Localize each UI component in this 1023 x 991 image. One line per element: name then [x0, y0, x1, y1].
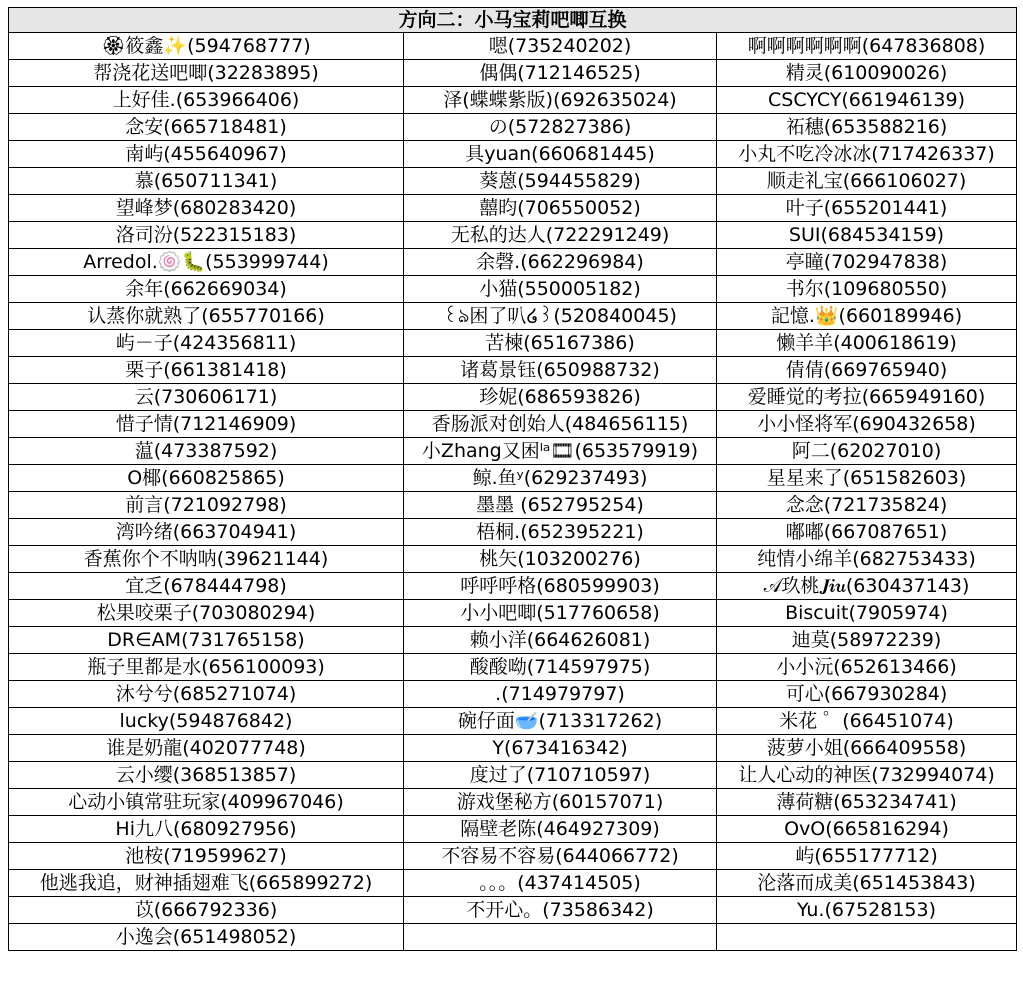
table-cell[interactable]: SUI(684534159) [717, 222, 1017, 249]
table-cell[interactable]: 沐兮兮(685271074) [9, 681, 404, 708]
table-cell[interactable]: 不容易不容易(644066772) [404, 843, 717, 870]
table-cell[interactable]: 慕(650711341) [9, 168, 404, 195]
table-cell[interactable]: 葵蒽(594455829) [404, 168, 717, 195]
table-cell[interactable]: の(572827386) [404, 114, 717, 141]
table-cell[interactable]: 梧桐.(652395221) [404, 519, 717, 546]
table-cell[interactable]: 上好佳.(653966406) [9, 87, 404, 114]
table-cell[interactable]: 亭瞳(702947838) [717, 249, 1017, 276]
table-cell[interactable]: 呼呼呼格(680599903) [404, 573, 717, 600]
table-cell[interactable]: 赖小洋(664626081) [404, 627, 717, 654]
table-cell[interactable]: 洛司汾(522315183) [9, 222, 404, 249]
table-cell[interactable] [404, 924, 717, 951]
table-cell[interactable]: 偶偶(712146525) [404, 60, 717, 87]
table-cell[interactable]: 让人心动的神医(732994074) [717, 762, 1017, 789]
table-cell[interactable]: Yu.(67528153) [717, 897, 1017, 924]
table-cell[interactable]: 不开心。(73586342) [404, 897, 717, 924]
table-cell[interactable]: 谁是奶龍(402077748) [9, 735, 404, 762]
table-cell[interactable]: 认蒸你就熟了(655770166) [9, 303, 404, 330]
table-cell[interactable]: Y(673416342) [404, 735, 717, 762]
table-cell[interactable]: OvO(665816294) [717, 816, 1017, 843]
table-cell[interactable]: 前言(721092798) [9, 492, 404, 519]
table-cell[interactable]: O椰(660825865) [9, 465, 404, 492]
table-cell[interactable]: DR∈AM(731765158) [9, 627, 404, 654]
table-cell[interactable]: 具yuan(660681445) [404, 141, 717, 168]
table-cell[interactable]: 念念(721735824) [717, 492, 1017, 519]
table-body [9, 33, 1017, 951]
table-cell[interactable]: 度过了(710710597) [404, 762, 717, 789]
table-row [9, 357, 1017, 384]
table-cell[interactable]: 小猫(550005182) [404, 276, 717, 303]
table-row [9, 330, 1017, 357]
table-cell[interactable]: lucky(594876842) [9, 708, 404, 735]
table-cell[interactable]: 苦楝(65167386) [404, 330, 717, 357]
table-row [9, 627, 1017, 654]
table-cell[interactable]: 他逃我追，财神插翅难飞(665899272) [9, 870, 404, 897]
table-cell[interactable]: 記憶.👑(660189946) [717, 303, 1017, 330]
table-row [9, 681, 1017, 708]
table-cell[interactable] [717, 924, 1017, 951]
table-cell[interactable]: .(714979797) [404, 681, 717, 708]
table-cell[interactable]: 书尔(109680550) [717, 276, 1017, 303]
table-cell[interactable]: 墨墨 (652795254) [404, 492, 717, 519]
table-row [9, 924, 1017, 951]
table-cell[interactable]: 酸酸呦(714597975) [404, 654, 717, 681]
table-cell[interactable]: 松果咬栗子(703080294) [9, 600, 404, 627]
table-cell[interactable]: 顺走礼宝(666106027) [717, 168, 1017, 195]
table-cell[interactable]: 嗯(735240202) [404, 33, 717, 60]
table-row [9, 546, 1017, 573]
table-cell[interactable]: 小Zhang又困ˡᵃ🎞(653579919) [404, 438, 717, 465]
table-cell[interactable]: 。。。(437414505) [404, 870, 717, 897]
table-cell[interactable]: ꒰ঌ困了叭໒꒱(520840045) [404, 303, 717, 330]
table-row [9, 303, 1017, 330]
table-row [9, 438, 1017, 465]
table-row [9, 789, 1017, 816]
table-row [9, 735, 1017, 762]
table-cell[interactable]: 无私的达人(722291249) [404, 222, 717, 249]
table-cell[interactable]: 池桉(719599627) [9, 843, 404, 870]
table-cell[interactable]: 屿(655177712) [717, 843, 1017, 870]
table-cell[interactable]: 栗子(661381418) [9, 357, 404, 384]
table-cell[interactable]: 余磬.(662296984) [404, 249, 717, 276]
table-row [9, 168, 1017, 195]
table-row [9, 384, 1017, 411]
table-cell[interactable]: 念安(665718481) [9, 114, 404, 141]
table-cell[interactable]: 倩倩(669765940) [717, 357, 1017, 384]
table-cell[interactable]: 祏穗(653588216) [717, 114, 1017, 141]
table-row [9, 816, 1017, 843]
table-cell[interactable]: 小小怪将军(690432658) [717, 411, 1017, 438]
table-cell[interactable]: 南屿(455640967) [9, 141, 404, 168]
table-cell[interactable]: Hi九八(680927956) [9, 816, 404, 843]
table-cell[interactable]: 碗仔面🥣(713317262) [404, 708, 717, 735]
table-cell[interactable]: 懒羊羊(400618619) [717, 330, 1017, 357]
table-cell[interactable]: 阿二(62027010) [717, 438, 1017, 465]
table-cell[interactable]: 爱睡觉的考拉(665949160) [717, 384, 1017, 411]
table-row [9, 60, 1017, 87]
table-cell[interactable]: 薄荷糖(653234741) [717, 789, 1017, 816]
table-cell[interactable]: Biscuit(7905974) [717, 600, 1017, 627]
table-cell[interactable]: 小小沅(652613466) [717, 654, 1017, 681]
table-cell[interactable]: 诸葛景钰(650988732) [404, 357, 717, 384]
table-title: 方向二：小马宝莉吧唧互换 [9, 8, 1017, 33]
table-cell[interactable]: 啊啊啊啊啊啊(647836808) [717, 33, 1017, 60]
table-cell[interactable]: 米花 ゜(66451074) [717, 708, 1017, 735]
table-cell[interactable]: 菠萝小姐(666409558) [717, 735, 1017, 762]
table-cell[interactable]: 沦落而成美(651453843) [717, 870, 1017, 897]
table-cell[interactable]: 🏵筱鑫✨(594768777) [9, 33, 404, 60]
table-row [9, 600, 1017, 627]
table-cell[interactable]: 迪莫(58972239) [717, 627, 1017, 654]
table-cell[interactable]: 叶子(655201441) [717, 195, 1017, 222]
table-cell[interactable]: 云小缨(368513857) [9, 762, 404, 789]
table-row [9, 276, 1017, 303]
table-cell[interactable]: 余年(662669034) [9, 276, 404, 303]
table-cell[interactable]: 鲸.鱼ʸ(629237493) [404, 465, 717, 492]
table-cell[interactable]: 宜乏(678444798) [9, 573, 404, 600]
table-cell[interactable]: 小小吧唧(517760658) [404, 600, 717, 627]
table-row [9, 114, 1017, 141]
table-cell[interactable]: 望峰梦(680283420) [9, 195, 404, 222]
table-cell[interactable]: 心动小镇常驻玩家(409967046) [9, 789, 404, 816]
table-cell[interactable]: 隔壁老陈(464927309) [404, 816, 717, 843]
table-cell[interactable]: 云(730606171) [9, 384, 404, 411]
table-row [9, 141, 1017, 168]
table-cell[interactable]: 囍昀(706550052) [404, 195, 717, 222]
table-cell[interactable]: 纯情小绵羊(682753433) [717, 546, 1017, 573]
table-cell[interactable]: 星星来了(651582603) [717, 465, 1017, 492]
table-row [9, 708, 1017, 735]
table-row [9, 519, 1017, 546]
table-cell[interactable]: 惜子情(712146909) [9, 411, 404, 438]
table-row [9, 897, 1017, 924]
table-row [9, 33, 1017, 60]
table-row [9, 195, 1017, 222]
table-cell[interactable]: 蕰(473387592) [9, 438, 404, 465]
table-cell[interactable]: 桃矢(103200276) [404, 546, 717, 573]
table-row [9, 411, 1017, 438]
table-row [9, 870, 1017, 897]
table-cell[interactable]: 苡(666792336) [9, 897, 404, 924]
table-cell[interactable]: 香蕉你个不呐呐(39621144) [9, 546, 404, 573]
table-row [9, 222, 1017, 249]
table-row [9, 573, 1017, 600]
table-row [9, 843, 1017, 870]
table-row [9, 654, 1017, 681]
table-cell[interactable]: 帮浇花送吧唧(32283895) [9, 60, 404, 87]
title-row [9, 8, 1017, 33]
table-cell[interactable]: 游戏堡秘方(60157071) [404, 789, 717, 816]
table-row [9, 465, 1017, 492]
table-row [9, 492, 1017, 519]
exchange-table [8, 7, 1017, 951]
table-cell[interactable]: 珍妮(686593826) [404, 384, 717, 411]
table-cell[interactable]: 嘟嘟(667087651) [717, 519, 1017, 546]
table-cell[interactable]: 湾吟绪(663704941) [9, 519, 404, 546]
table-row [9, 249, 1017, 276]
table-cell[interactable]: Arredol.🍥🐛(553999744) [9, 249, 404, 276]
table-cell[interactable]: 瓶子里都是水(656100093) [9, 654, 404, 681]
table-cell[interactable]: 小丸不吃冷冰冰(717426337) [717, 141, 1017, 168]
table-cell[interactable]: 小逸会(651498052) [9, 924, 404, 951]
table-cell[interactable]: 𝒜玖桃𝑱𝒊𝒖(630437143) [717, 573, 1017, 600]
table-row [9, 762, 1017, 789]
table-cell[interactable]: CSCYCY(661946139) [717, 87, 1017, 114]
table-cell[interactable]: 泽(蝶蝶紫版)(692635024) [404, 87, 717, 114]
table-cell[interactable]: 精灵(610090026) [717, 60, 1017, 87]
table-cell[interactable]: 可心(667930284) [717, 681, 1017, 708]
table-row [9, 87, 1017, 114]
table-cell[interactable]: 屿－子(424356811) [9, 330, 404, 357]
table-cell[interactable]: 香肠派对创始人(484656115) [404, 411, 717, 438]
